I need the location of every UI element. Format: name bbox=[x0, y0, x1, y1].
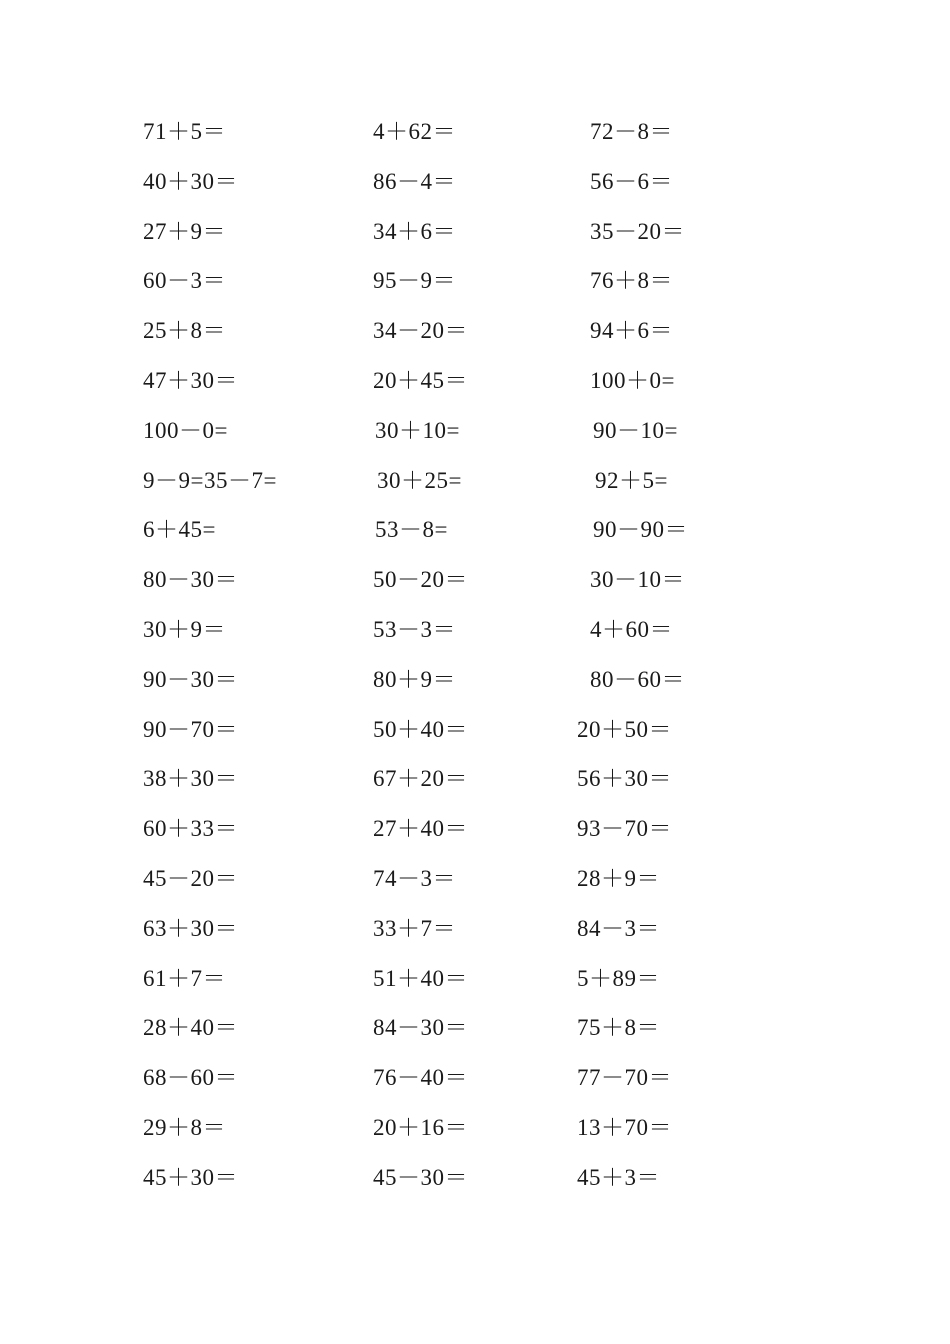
arithmetic-problem: 93－70＝ bbox=[577, 816, 672, 842]
problem-row bbox=[0, 265, 950, 297]
arithmetic-problem: 75＋8＝ bbox=[577, 1015, 660, 1041]
problem-row bbox=[0, 564, 950, 596]
arithmetic-problem: 25＋8＝ bbox=[143, 318, 226, 344]
arithmetic-problem: 60－3＝ bbox=[143, 268, 226, 294]
arithmetic-problem: 76－40＝ bbox=[373, 1065, 468, 1091]
arithmetic-problem: 13＋70＝ bbox=[577, 1115, 672, 1140]
arithmetic-problem: 80＋9＝ bbox=[373, 666, 456, 692]
arithmetic-problem: 51＋40＝ bbox=[373, 965, 468, 991]
arithmetic-problem: 30＋25= bbox=[377, 467, 462, 493]
problem-row bbox=[0, 116, 950, 148]
arithmetic-problem: 84－3＝ bbox=[577, 915, 660, 941]
arithmetic-problem: 34－20＝ bbox=[373, 318, 468, 344]
arithmetic-problem: 50＋40＝ bbox=[373, 716, 468, 742]
arithmetic-problem: 20＋45＝ bbox=[373, 368, 468, 393]
arithmetic-problem: 45－30＝ bbox=[373, 1164, 468, 1190]
arithmetic-problem: 33＋7＝ bbox=[373, 915, 456, 941]
problem-row bbox=[0, 913, 950, 945]
arithmetic-problem: 84－30＝ bbox=[373, 1015, 468, 1041]
arithmetic-problem: 90－90＝ bbox=[593, 517, 688, 543]
problem-row bbox=[0, 365, 950, 397]
arithmetic-problem: 45＋30＝ bbox=[143, 1164, 238, 1190]
arithmetic-problem: 86－4＝ bbox=[373, 168, 456, 194]
arithmetic-problem: 6＋45= bbox=[143, 517, 216, 543]
arithmetic-problem: 20＋16＝ bbox=[373, 1115, 468, 1140]
arithmetic-problem: 34＋6＝ bbox=[373, 218, 456, 244]
arithmetic-problem: 27＋9＝ bbox=[143, 218, 226, 244]
problem-row bbox=[0, 415, 950, 447]
arithmetic-problem: 47＋30＝ bbox=[143, 368, 238, 393]
arithmetic-problem: 28＋9＝ bbox=[577, 866, 660, 891]
arithmetic-problem: 27＋40＝ bbox=[373, 816, 468, 842]
arithmetic-problem: 29＋8＝ bbox=[143, 1115, 226, 1140]
arithmetic-problem: 38＋30＝ bbox=[143, 766, 238, 792]
problem-row bbox=[0, 963, 950, 995]
arithmetic-problem: 74－3＝ bbox=[373, 866, 456, 891]
arithmetic-problem: 9－9=35－7= bbox=[143, 467, 277, 493]
arithmetic-problem: 56＋30＝ bbox=[577, 766, 672, 792]
arithmetic-problem: 90－30＝ bbox=[143, 666, 238, 692]
arithmetic-problem: 53－3＝ bbox=[373, 617, 456, 642]
problem-row bbox=[0, 1112, 950, 1144]
arithmetic-problem: 45－20＝ bbox=[143, 866, 238, 891]
arithmetic-problem: 63＋30＝ bbox=[143, 915, 238, 941]
problem-row bbox=[0, 1162, 950, 1194]
arithmetic-problem: 4＋60＝ bbox=[590, 617, 673, 642]
arithmetic-problem: 80－30＝ bbox=[143, 567, 238, 593]
problem-row bbox=[0, 813, 950, 845]
problem-row bbox=[0, 763, 950, 795]
arithmetic-problem: 30－10＝ bbox=[590, 567, 685, 593]
arithmetic-problem: 30＋10= bbox=[375, 417, 460, 443]
arithmetic-problem: 60＋33＝ bbox=[143, 816, 238, 842]
arithmetic-problem: 35－20＝ bbox=[590, 218, 685, 244]
arithmetic-problem: 50－20＝ bbox=[373, 567, 468, 593]
arithmetic-problem: 45＋3＝ bbox=[577, 1164, 660, 1190]
arithmetic-problem: 94＋6＝ bbox=[590, 318, 673, 344]
arithmetic-problem: 77－70＝ bbox=[577, 1065, 672, 1091]
problem-row bbox=[0, 714, 950, 746]
problem-row bbox=[0, 863, 950, 895]
arithmetic-problem: 92＋5= bbox=[595, 467, 668, 493]
arithmetic-problem: 90－10= bbox=[593, 417, 678, 443]
arithmetic-problem: 67＋20＝ bbox=[373, 766, 468, 792]
arithmetic-problem: 71＋5＝ bbox=[143, 119, 226, 144]
arithmetic-problem: 76＋8＝ bbox=[590, 268, 673, 294]
arithmetic-problem: 72－8＝ bbox=[590, 119, 673, 144]
arithmetic-problem: 90－70＝ bbox=[143, 716, 238, 742]
problem-row bbox=[0, 315, 950, 347]
problem-row bbox=[0, 166, 950, 198]
problem-row bbox=[0, 514, 950, 546]
arithmetic-problem: 100＋0= bbox=[590, 368, 675, 393]
arithmetic-problem: 20＋50＝ bbox=[577, 716, 672, 742]
problem-row bbox=[0, 1012, 950, 1044]
arithmetic-problem: 30＋9＝ bbox=[143, 617, 226, 642]
arithmetic-problem: 28＋40＝ bbox=[143, 1015, 238, 1041]
problem-row bbox=[0, 1062, 950, 1094]
problem-row bbox=[0, 465, 950, 497]
arithmetic-problem: 68－60＝ bbox=[143, 1065, 238, 1091]
problem-row bbox=[0, 664, 950, 696]
arithmetic-problem: 95－9＝ bbox=[373, 268, 456, 294]
arithmetic-problem: 100－0= bbox=[143, 417, 228, 443]
arithmetic-problem: 53－8= bbox=[375, 517, 448, 543]
arithmetic-problem: 80－60＝ bbox=[590, 666, 685, 692]
arithmetic-problem: 5＋89＝ bbox=[577, 965, 660, 991]
problem-row bbox=[0, 216, 950, 248]
arithmetic-problem: 4＋62＝ bbox=[373, 119, 456, 144]
problem-row bbox=[0, 614, 950, 646]
arithmetic-problem: 40＋30＝ bbox=[143, 168, 238, 194]
arithmetic-problem: 56－6＝ bbox=[590, 168, 673, 194]
arithmetic-problem: 61＋7＝ bbox=[143, 965, 226, 991]
